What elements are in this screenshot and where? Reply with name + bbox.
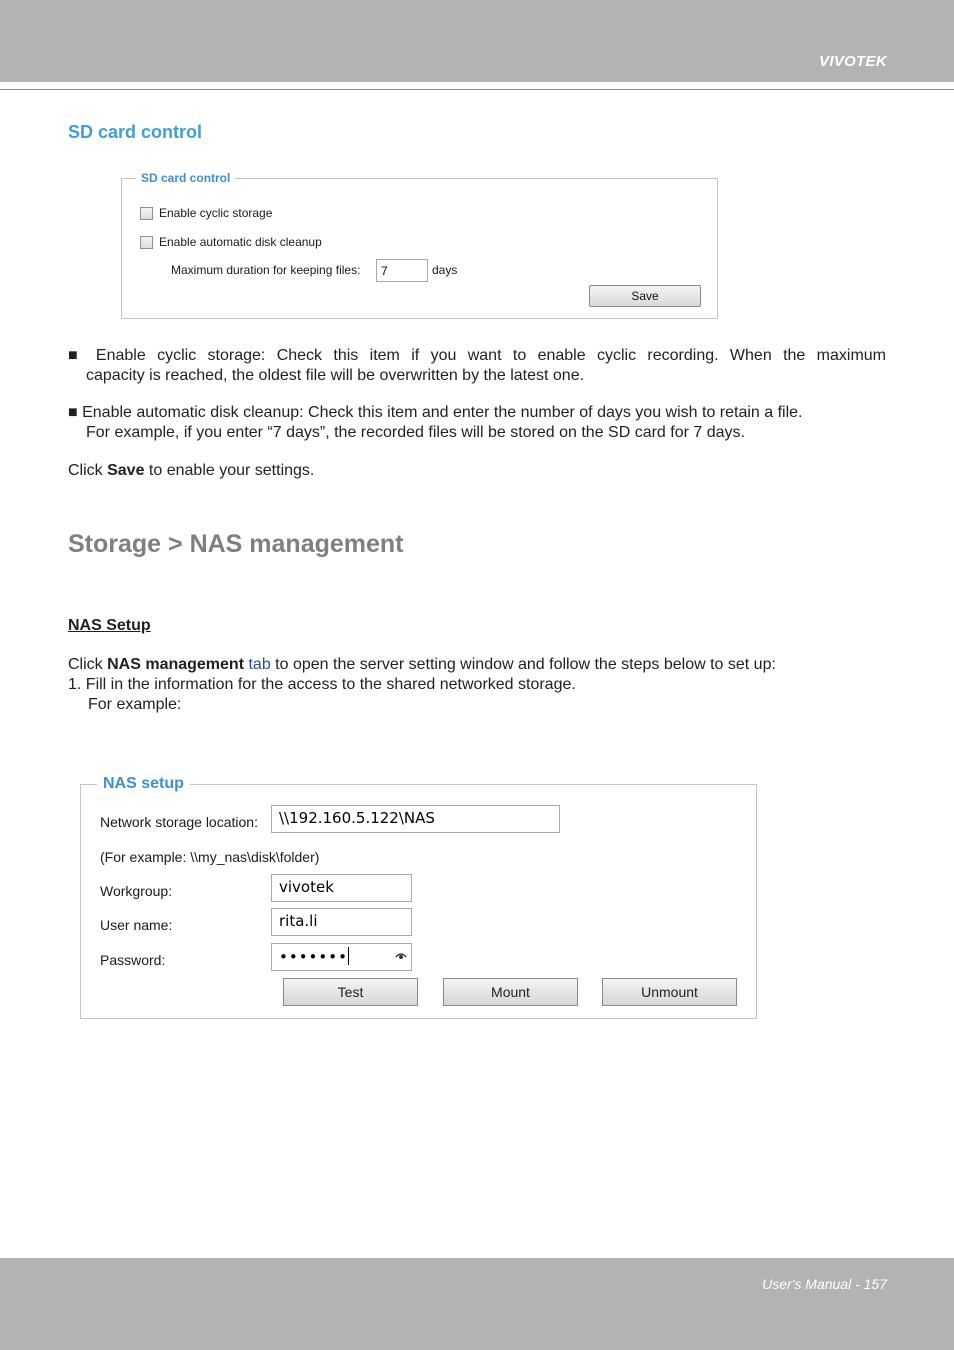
text-caret (348, 947, 349, 965)
nas-intro-text (68, 655, 886, 715)
username-input[interactable]: rita.li (271, 908, 412, 936)
page-title-nas-management: Storage > NAS management (68, 530, 404, 558)
unmount-button[interactable]: Unmount (602, 978, 737, 1006)
nas-panel-legend: NAS setup (97, 775, 190, 793)
nas-intro-bold: NAS management (107, 656, 245, 673)
reveal-password-icon[interactable] (395, 952, 407, 960)
nas-step-1-example: For example: (88, 696, 182, 713)
brand-logo: VIVOTEK (819, 53, 887, 70)
nas-intro-suffix: to open the server setting window and follow the steps below to set up: (270, 656, 776, 673)
bullet-disk-cleanup (68, 403, 886, 443)
click-save-bold: Save (107, 462, 145, 479)
subtitle-nas-setup: NAS Setup (68, 617, 151, 634)
click-save-prefix: Click (68, 462, 108, 479)
password-input[interactable] (271, 943, 412, 971)
bullet-cleanup-line2: For example, if you enter “7 days”, the recorded files will be stored on the SD card for 7 days. (86, 424, 745, 441)
password-label: Password: (100, 952, 166, 968)
nas-intro-prefix: Click (68, 656, 108, 673)
duration-unit: days (432, 263, 458, 277)
nas-setup-panel (80, 775, 757, 1019)
page-number: User's Manual - 157 (762, 1276, 887, 1292)
test-button[interactable]: Test (283, 978, 418, 1006)
footer-band (0, 1258, 954, 1350)
bullet-cyclic-line2: capacity is reached, the oldest file will be overwritten by the latest one. (86, 367, 585, 384)
nas-intro-tab-word: tab (248, 656, 271, 673)
sd-panel-legend: SD card control (136, 171, 235, 185)
disk-cleanup-label: Enable automatic disk cleanup (159, 235, 322, 249)
bullet-cyclic-storage (68, 346, 886, 386)
location-label: Network storage location: (100, 814, 258, 830)
duration-days-input[interactable]: 7 (376, 259, 428, 282)
duration-label: Maximum duration for keeping files: (171, 263, 361, 277)
cyclic-storage-label: Enable cyclic storage (159, 206, 273, 220)
sd-card-control-panel (121, 171, 718, 319)
disk-cleanup-checkbox[interactable] (140, 236, 153, 249)
bullet-cyclic-line1: ■ Enable cyclic storage: Check this item if you want to enable cyclic recording. When the maximum (68, 347, 886, 364)
location-example-hint: (For example: \\my_nas\disk\folder) (100, 849, 320, 865)
workgroup-input[interactable]: vivotek (271, 874, 412, 902)
workgroup-label: Workgroup: (100, 883, 173, 899)
header-band (0, 0, 954, 82)
cyclic-storage-checkbox[interactable] (140, 207, 153, 220)
nas-step-1: 1. Fill in the information for the access to the shared networked storage. (68, 676, 576, 693)
save-button[interactable]: Save (589, 285, 701, 307)
click-save-instruction (68, 461, 886, 481)
section-title-sd-card: SD card control (68, 122, 203, 142)
username-label: User name: (100, 917, 173, 933)
cyclic-storage-row (140, 206, 272, 220)
header-divider (0, 89, 954, 90)
disk-cleanup-row (140, 235, 322, 249)
click-save-suffix: to enable your settings. (144, 462, 315, 479)
mount-button[interactable]: Mount (443, 978, 578, 1006)
bullet-cleanup-line1: ■ Enable automatic disk cleanup: Check this item and enter the number of days you wish to retain a file. (68, 404, 803, 421)
password-mask: ••••••• (279, 948, 348, 966)
network-storage-location-input[interactable]: \\192.160.5.122\NAS (271, 805, 560, 833)
